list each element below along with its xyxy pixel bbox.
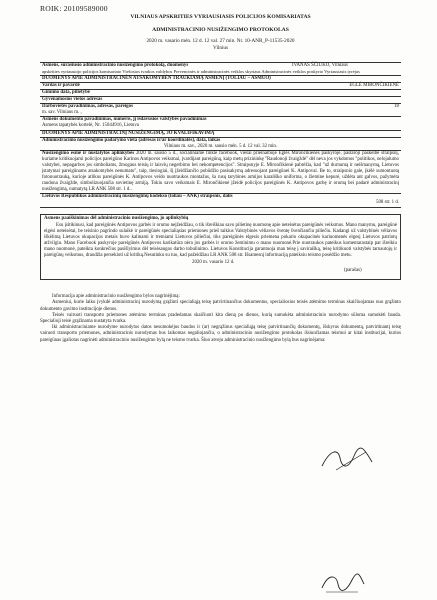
offence-place-row [40,138,401,151]
document-meta [40,38,401,52]
info-paragraph-1: Asmeniui, kurie laiku įvykdė administracinį nurodymą grąžinti specialiąją teisę patvirtinančius dokumentus, specialiosios teisės atėmimo terminas skaičiuojamas nuo grąžinto dokumento gavimo institucijoje dienos. [40,300,401,312]
subject-section-title: DUOMENYS APIE ADMINISTRACINĖN ATSAKOMYBĖN TRAUKIAMĄ ASMENĮ (TOLIAU – ASMUO) [40,76,401,83]
subject-birth-row [40,90,401,97]
offence-code-label: Lietuvos Respublikos administracinių nusižengimų kodekso (toliau – ANK) straipsnis, dalis [42,194,233,200]
offence-description-row [40,151,401,195]
handwritten-signature-icon [318,570,368,596]
offence-description: 2020 m. sausio 5 d., socialiniame tinkle facebook, viešai prieinamoje Eglės Mirončikienės paskyroje, pastaroji paskelbė straipsnį, kuriame kritikuojami policijos pareigūno Karinos Antipovos veiksmai, įvardijant pareigūną, kaip metų prizininkę "Raudonoji žvaigždė" dėl neva jos vykdomos "politikos, nelojalumo valstybei, nepagarbos jos simboliams, žmogaus teisių ir laisvių negerbimo bei nekompetencijos". Straipsnyje E. Mirončikienė pabrėžia, kad "už durnumą ir neišmanymą, Lietuvos įstatymai pareigūnams atsakomybės nenumato", taip, tiesiogiai, šį įžeidžiančio pobūdžio pasisakymą adresuojant pareigūnei K. Antipovai. Be to, straipsnio gale, įkėlė sumontuotą fotonuotrauką, kurioje atlikus pareigūnės K. Antipovos veido nuotraukos montažus, ša rusų tarybinės armijos karališko uniforma, o žiemine kepurė, uždėta ant galvos, pažymėta raudona žvaigžde, simbolizuojančia sovietinę armiją. Tokiu savo veiksmais E. Mirončikienė įžeidė policijos pareigūnės K. Antipovos garbę ir orumą bei padarė administracinį nusižengimą, numatytą LR ANK 508 str. 1 d.. [42,150,399,193]
explanation-title: Asmens paaiškinimas dėl administracinio nusižengimo, jo aplinkybių [44,216,189,222]
officer-name: IVANAS ŠČIUKO, Vilniaus [292,62,348,68]
signature-label: (parašas) [344,268,362,274]
subject-doc-value: Asmens tapatybės kortelė, Nr. 15044916, Lietuva [42,123,139,129]
subject-doc-label: Asmens dokumento pavadinimas, numeris, jį išdavusios valstybės pavadinimas [42,117,207,123]
subject-work-side: 18 [394,104,399,110]
subject-birth-label: Gimimo data, pilietybė [42,89,90,95]
officer-details: apskrities vyriausiojo policijos komisariato Viešosios tvarkos valdybos Prevencinės ir administracinės veiklos skyriaus Administracinės veiklos poskyrio Vyriausiasis tyrėjas [42,68,360,74]
explanation-date: 2020 m. vasario 12 d. [192,260,235,266]
explanation-signature-row [44,259,397,275]
document-place: Vilnius [213,44,228,51]
offence-section-title: DUOMENYS APIE ADMINISTRACINĮ NUSIŽENGIMĄ, JO KVALIFIKAVIMĄ [40,131,401,138]
offence-place-label: Administracinio nusižengimo padarymo vieta (adresas ir/ar koordinatės), data, laikas [42,137,221,143]
subject-work-tail: m. sav. Vilniaus m. , [42,110,82,116]
document-date-number: 2020 m. vasario mėn. 12 d. 12 val. 27 min. Nr. 10-ANR_P-11535-2020 [146,38,295,44]
handwritten-signature-icon [318,444,378,474]
offence-code-row [40,194,401,208]
offence-code-value: 508 str. 1 d. [376,200,399,206]
subject-address-row [40,97,401,104]
offence-description-label: Nusižengimo esmė ir nustatytos aplinkybės [42,150,135,156]
info-paragraph-3: Iki administraciniame nurodyme nurodytos datos nesumokėjus baudos ir (ar) negrąžinus specialiąją teisę patvirtinančių dokumentų, išskyrus dokumentą, patvirtinantį teisę vairuoti transporto priemones, administracinis nurodymas bus laikomas negaliojančiu, o administracinio nusižengimo protokolas išsiunčiamas teismui ar kitai institucijai, kurios pareigūnas įgaliotas nagrinėti administracinio nusižengimo bylą ne teismo tvarka. Šiuo atveju administracinio nusižengimo bylą bus nagrinėjama: [40,325,401,343]
subject-work-label: Darbovietės pavadinimas, adresas, pareigos [42,104,133,110]
subject-name-value: EGLĖ MIRONČIKIENĖ [349,82,399,88]
info-paragraph-2: Teisės vairuoti transporto priemones atėmimo terminas pradedamas skaičiuoti kita dieną po dienos, kurią sumokėta administracinio nurodymo sūloma sumokėti bauda. Specialioji teisė grąžinama nustatyta tvarka. [40,312,401,324]
protocol-form [40,62,401,209]
officer-row [40,63,401,76]
info-intro: Informacija apie administracinio nusižengimo bylos nagrinėjimą: [52,294,180,300]
organization-name: VILNIAUS APSKRITIES VYRIAUSIASIS POLICIJOS KOMISARIATAS [130,14,311,20]
explanation-box [40,214,401,280]
subject-doc-row [40,117,401,130]
officer-label: Asmens, surašiusio administracinio nusižengimo protokolą, duomenys [42,62,189,68]
explanation-text: Esu įsitikinusi, kad pareigūnės Antipovos garbės ir orumo neįžeidžiau, o tik išreiškiau savo pilietinę nuomonę apie neteisėtus pareigūnės veiksmus. Mano manymu, pareigūnė elgėsi neteisėtai, be teisinio pagrindo sulaikė ir pareigūnės specialiąsias priemones prieš taikius Valstybinės vėliavos šventę švenčiančiu piliečiu. Kadangi už valstybinės vėliavos iškėlimą Lietuvos okupacijos metais buvo kalinami ir tremiami Lietuvos piliečiai, tiks pareigūnės elgesis priemena pokario okupacinės kariuomenės elgesį Lietuvos patriotų atžvilgiu. Mano Facebook paskyroje pareigūnės Antipovos karikatūra nėra jos garbės ir orumo žeminimu o mano nuomonė.Prie nuotraukos pateikus komentarastaip pat išreikiu mano nuomonė, pateikta konkrečius pasišlyimus dėl teisėsaugos darbo tobulinimo. Lietuvos Konstitucija garantuoja man teisę į saviraišką, teisę kritikuoti valstybės tarnautojų ir pareigūnų veiksmus, draudžia persekioti už kritiką.Nesutinku su tuo, kad pažeidžiau LR ANK 508 str. Išsamesnį informaciją pateiksiu teismo posėdžio metu. [44,222,397,259]
subject-address-label: Gyvenamosios vietos adresas [42,97,103,103]
offence-place-value: Vilniaus m. sav., 2020 m. sausio mėn. 5 d. 12 val. 32 min. [163,143,278,149]
info-section [40,294,401,344]
subject-name-label: Vardas ir pavardė [42,82,80,88]
subject-work-row [40,104,401,117]
subject-name-row [40,83,401,90]
document-title: ADMINISTRACINIO NUSIŽENGIMO PROTOKOLAS [152,27,289,33]
registration-number: ROIK: 20109589000 [40,4,108,13]
